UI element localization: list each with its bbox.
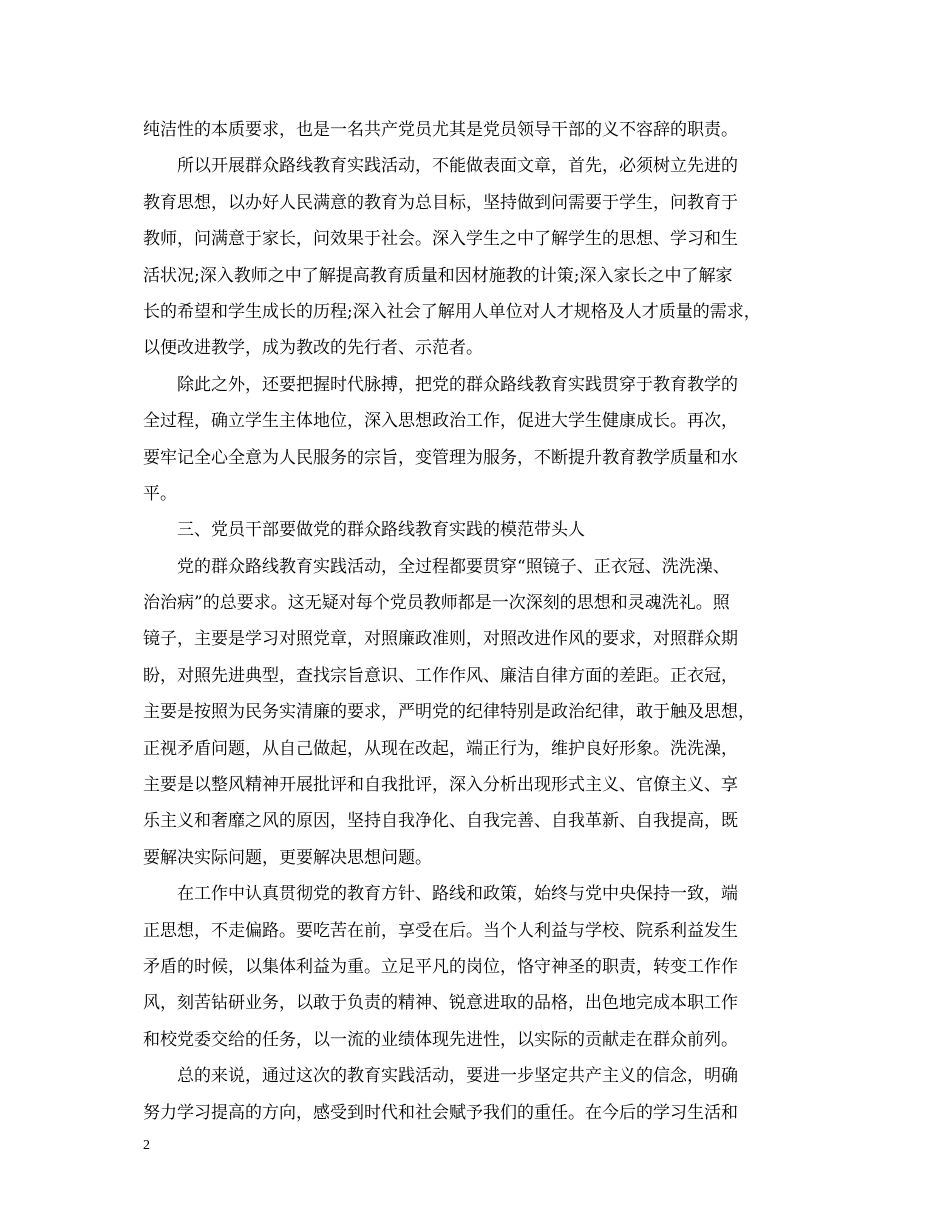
paragraph-line: 纯洁性的本质要求，也是一名共产党员尤其是党员领导干部的义不容辞的职责。 bbox=[143, 120, 738, 140]
paragraph-line: 要牢记全心全意为人民服务的宗旨，变管理为服务，不断提升教育教学质量和水 bbox=[143, 447, 738, 468]
paragraph-line: 活状况;深入教师之中了解提高教育质量和因材施教的计策;深入家长之中了解家 bbox=[143, 265, 733, 286]
paragraph-line: 以便改进教学，成为教改的先行者、示范者。 bbox=[143, 338, 483, 359]
paragraph-line: 正视矛盾问题，从自己做起，从现在改起，端正行为，维护良好形象。洗洗澡， bbox=[143, 738, 738, 759]
paragraph-line: 乐主义和奢靡之风的原因，坚持自我净化、自我完善、自我革新、自我提高，既 bbox=[143, 811, 738, 832]
page-number: 2 bbox=[143, 1138, 150, 1153]
paragraph-line: 全过程，确立学生主体地位，深入思想政治工作，促进大学生健康成长。再次， bbox=[143, 411, 738, 432]
document-body bbox=[143, 112, 825, 1131]
paragraph-line: 盼，对照先进典型，查找宗旨意识、工作作风、廉洁自律方面的差距。正衣冠， bbox=[143, 665, 738, 686]
paragraph-line: 正思想，不走偏路。要吃苦在前，享受在后。当个人利益与学校、院系利益发生 bbox=[143, 920, 738, 941]
paragraph-first-line: 在工作中认真贯彻党的教育方针、路线和政策，始终与党中央保持一致，端 bbox=[177, 884, 738, 905]
paragraph-line: 平。 bbox=[143, 483, 177, 504]
paragraph-line: 主要是按照为民务实清廉的要求，严明党的纪律特别是政治纪律，敢于触及思想， bbox=[143, 702, 755, 723]
paragraph-line: 矛盾的时候，以集体利益为重。立足平凡的岗位，恪守神圣的职责，转变工作作 bbox=[143, 956, 738, 977]
paragraph-first-line: 除此之外，还要把握时代脉搏，把党的群众路线教育实践贯穿于教育教学的 bbox=[177, 374, 738, 395]
paragraph-line: 长的希望和学生成长的历程;深入社会了解用人单位对人才规格及人才质量的需求， bbox=[143, 301, 761, 322]
paragraph-line: 努力学习提高的方向，感受到时代和社会赋予我们的重任。在今后的学习生活和 bbox=[143, 1102, 738, 1123]
paragraph-line: 治治病”的总要求。这无疑对每个党员教师都是一次深刻的思想和灵魂洗礼。照 bbox=[143, 593, 730, 614]
paragraph-line: 要解决实际问题，更要解决思想问题。 bbox=[143, 847, 432, 868]
paragraph-line: 镜子，主要是学习对照党章，对照廉政准则，对照改进作风的要求，对照群众期 bbox=[143, 629, 738, 650]
paragraph-line: 教师，问满意于家长，问效果于社会。深入学生之中了解学生的思想、学习和生 bbox=[143, 229, 738, 250]
paragraph-first-line: 党的群众路线教育实践活动，全过程都要贯穿“照镜子、正衣冠、洗洗澡、 bbox=[177, 556, 730, 577]
paragraph-line: 主要是以整风精神开展批评和自我批评，深入分析出现形式主义、官僚主义、享 bbox=[143, 775, 738, 796]
paragraph-first-line: 所以开展群众路线教育实践活动，不能做表面文章，首先，必须树立先进的 bbox=[177, 156, 738, 177]
paragraph-line: 和校党委交给的任务，以一流的业绩体现先进性，以实际的贡献走在群众前列。 bbox=[143, 1029, 738, 1050]
paragraph-line: 教育思想，以办好人民满意的教育为总目标，坚持做到问需要于学生，问教育于 bbox=[143, 192, 738, 213]
paragraph-line: 风，刻苦钻研业务，以敢于负责的精神、锐意进取的品格，出色地完成本职工作 bbox=[143, 993, 738, 1014]
paragraph-first-line: 总的来说，通过这次的教育实践活动，要进一步坚定共产主义的信念，明确 bbox=[177, 1066, 738, 1087]
paragraph-first-line: 三、党员干部要做党的群众路线教育实践的模范带头人 bbox=[177, 520, 585, 541]
